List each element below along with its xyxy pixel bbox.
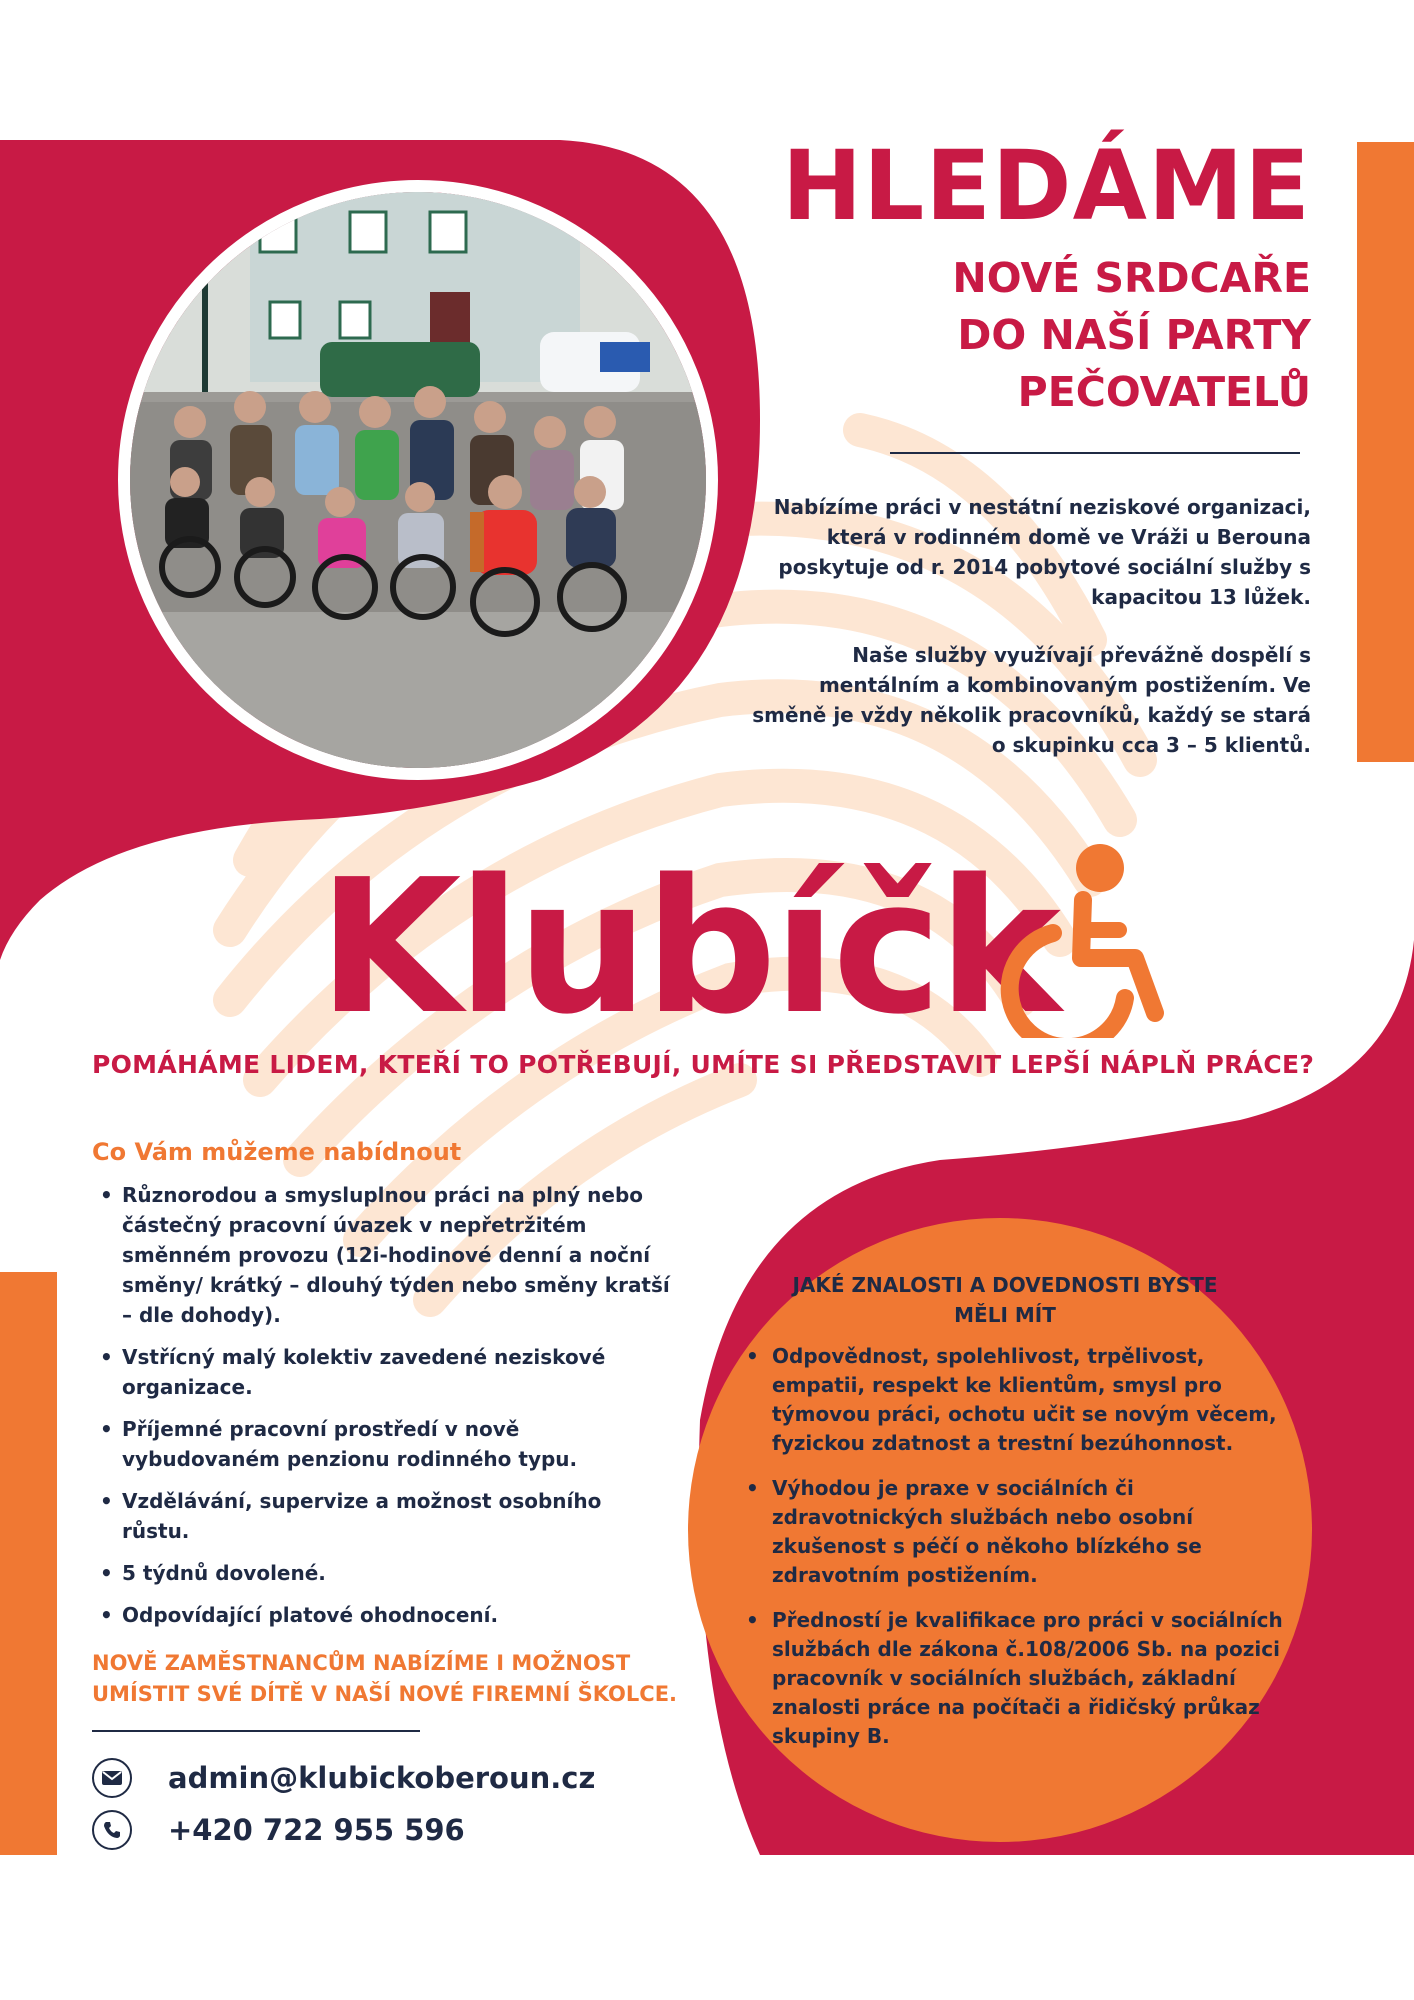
subheadline-line: DO NAŠÍ PARTY bbox=[957, 311, 1311, 359]
list-item: • Předností je kvalifikace pro práci v sociálních službách dle zákona č.108/2006 Sb. na pozici pracovník v sociálních službách, základní znalosti práce na počítači a řidičský průkaz skupiny B. bbox=[740, 1606, 1300, 1751]
subheadline-line: NOVÉ SRDCAŘE bbox=[952, 254, 1311, 302]
subheadline-line: PEČOVATELŮ bbox=[1017, 368, 1311, 416]
list-item: • Příjemné pracovní prostředí v nově vybudovaném penzionu rodinného typu. bbox=[92, 1414, 672, 1474]
intro-text bbox=[751, 492, 1311, 788]
contact-phone-row bbox=[92, 1808, 465, 1852]
list-item: • Vzdělávání, supervize a možnost osobního růstu. bbox=[92, 1486, 672, 1546]
list-item: • Odpovědnost, spolehlivost, trpělivost, empatii, respekt ke klientům, smysl pro týmovou práci, ochotu učit se novým věcem, fyzickou zdatnost a trestní bezúhonnost. bbox=[740, 1342, 1300, 1458]
skills-list bbox=[740, 1342, 1300, 1767]
offer-list bbox=[92, 1180, 672, 1642]
list-item: • 5 týdnů dovolené. bbox=[92, 1558, 672, 1588]
tagline: POMÁHÁME LIDEM, KTEŘÍ TO POTŘEBUJÍ, UMÍTE SI PŘEDSTAVIT LEPŠÍ NÁPLŇ PRÁCE? bbox=[92, 1050, 1315, 1079]
kindergarten-note: NOVĚ ZAMĚSTNANCŮM NABÍZÍME I MOŽNOST UMÍSTIT SVÉ DÍTĚ V NAŠÍ NOVÉ FIREMNÍ ŠKOLCE. bbox=[92, 1651, 678, 1706]
list-item: • Vstřícný malý kolektiv zavedené neziskové organizace. bbox=[92, 1342, 672, 1402]
right-orange-bar bbox=[1357, 142, 1414, 762]
phone-link[interactable]: +420 722 955 596 bbox=[168, 1813, 465, 1847]
divider-bottom bbox=[92, 1730, 420, 1732]
list-item: • Odpovídající platové ohodnocení. bbox=[92, 1600, 672, 1630]
group-photo bbox=[118, 180, 718, 780]
intro-paragraph: Nabízíme práci v nestátní neziskové organizaci, která v rodinném domě ve Vráži u Berouna poskytuje od r. 2014 pobytové sociální služby s kapacitou 13 lůžek. bbox=[773, 495, 1311, 609]
offer-title: Co Vám můžeme nabídnout bbox=[92, 1138, 462, 1166]
group-photo-illustration bbox=[130, 192, 706, 768]
list-item: • Výhodou je praxe v sociálních či zdravotnických službách nebo osobní zkušenost s péčí o někoho blízkého se zdravotním postižením. bbox=[740, 1474, 1300, 1590]
skills-title: JAKÉ ZNALOSTI A DOVEDNOSTI BYSTE MĚLI MÍT bbox=[792, 1273, 1218, 1327]
envelope-icon bbox=[92, 1758, 132, 1798]
headline: HLEDÁME bbox=[781, 130, 1311, 242]
divider-top bbox=[890, 452, 1300, 454]
logo-wordmark: Klubíčk bbox=[318, 839, 1058, 1055]
left-orange-bar bbox=[0, 1272, 57, 1855]
contact-email-row bbox=[92, 1756, 595, 1800]
email-link[interactable]: admin@klubickoberoun.cz bbox=[168, 1761, 596, 1795]
phone-icon bbox=[92, 1810, 132, 1850]
list-item: • Různorodou a smysluplnou práci na plný nebo částečný pracovní úvazek v nepřetržitém směnném provozu (12i-hodinové denní a noční směny/ krátký – dlouhý týden nebo směny kratší – dle dohody). bbox=[92, 1180, 672, 1330]
wheelchair-user-icon bbox=[995, 838, 1175, 1038]
intro-paragraph: Naše služby využívají převážně dospělí s mentálním a kombinovaným postižením. Ve směně je vždy několik pracovníků, každý se stará o skupinku cca 3 – 5 klientů. bbox=[752, 643, 1311, 757]
subheadline bbox=[952, 250, 1311, 421]
